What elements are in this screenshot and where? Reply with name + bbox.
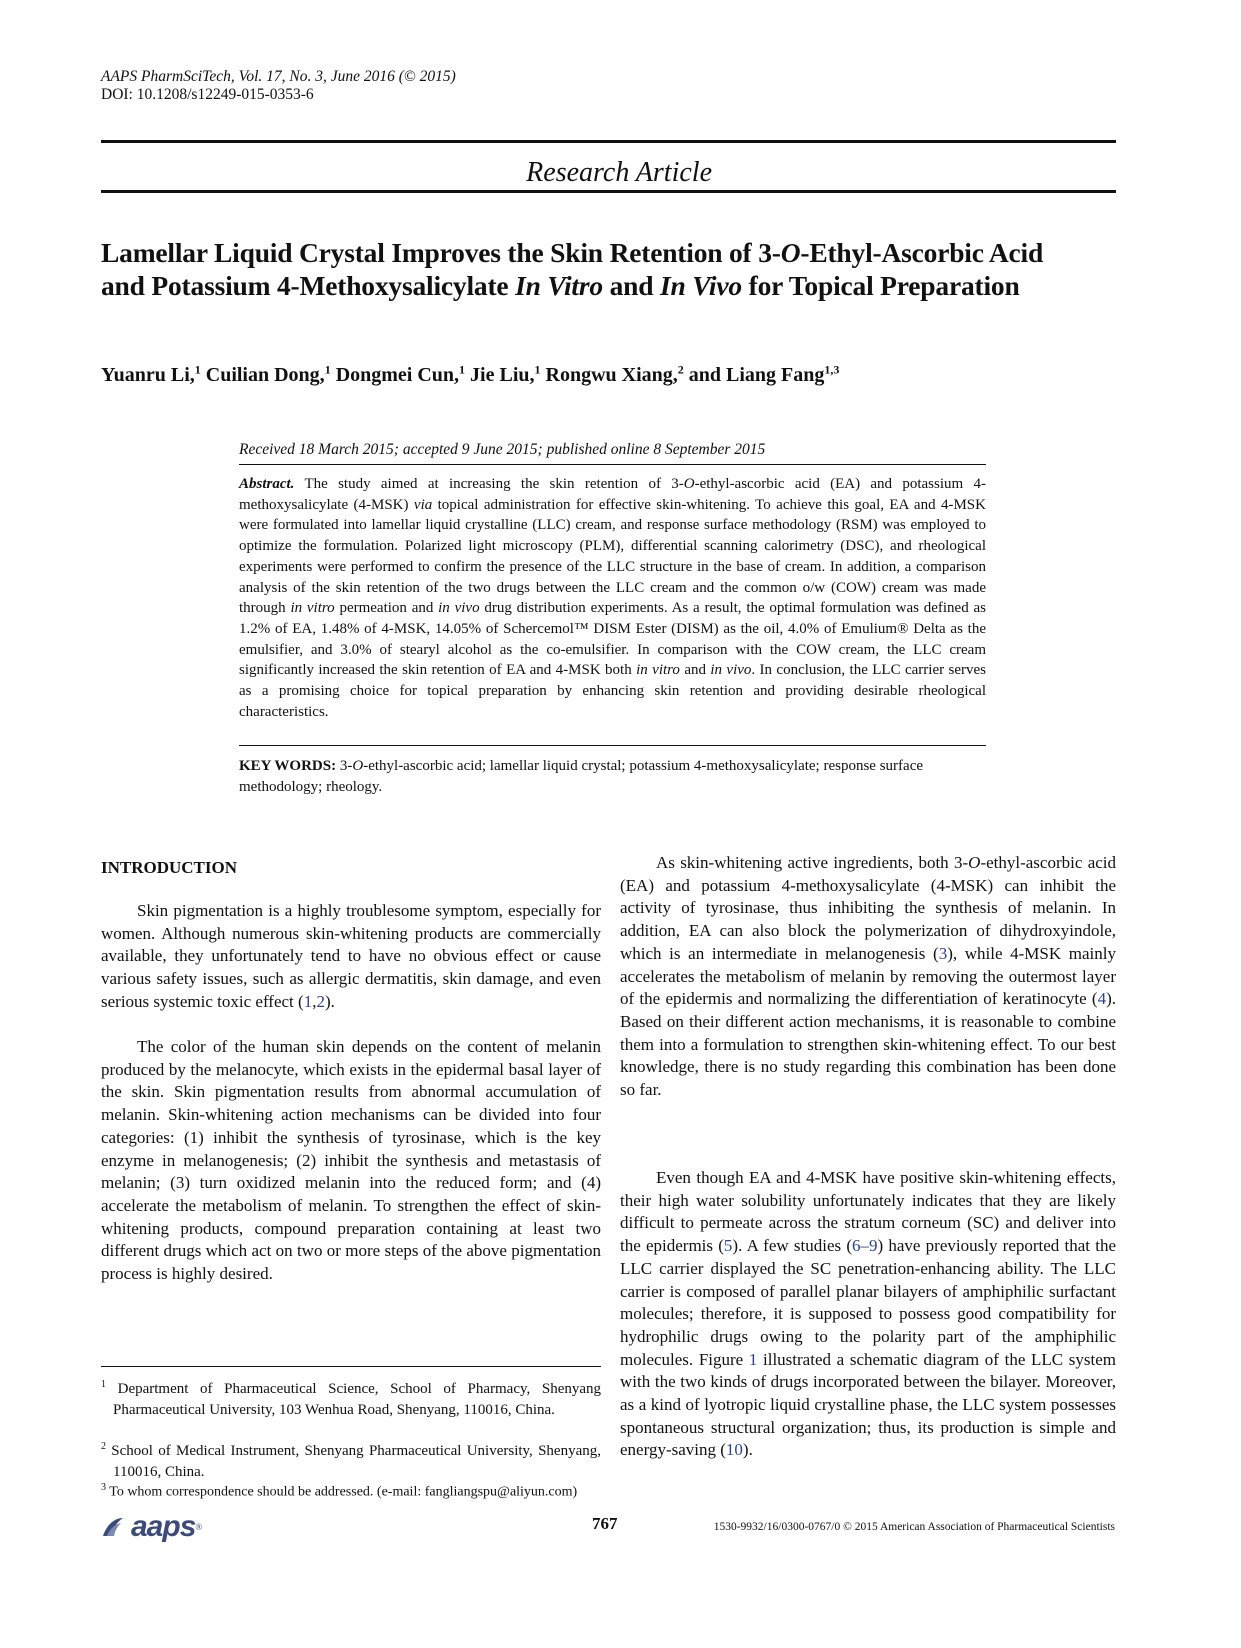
article-type: Research Article	[526, 157, 712, 188]
journal-info: AAPS PharmSciTech, Vol. 17, No. 3, June 2016 (© 2015)	[101, 68, 456, 85]
author[interactable]: and Liang Fang$^{1,3}$	[688, 362, 840, 386]
author[interactable]: Yuanru Li,$^1$	[101, 362, 201, 386]
aaps-logo: aaps ®	[101, 1510, 202, 1544]
doi[interactable]: DOI: 10.1208/s12249-015-0353-6	[101, 86, 314, 103]
copyright-notice: 1530-9932/16/0300-0767/0 © 2015 American Association of Pharmaceutical Scientists	[713, 1521, 1115, 1533]
citation-link[interactable]: 6–9	[851, 1236, 878, 1256]
received-dates: Received 18 March 2015; accepted 9 June 2015; published online 8 September 2015	[239, 441, 766, 458]
citation-link[interactable]: 3	[938, 943, 948, 963]
journal-citation	[101, 68, 456, 104]
section-heading-introduction: INTRODUCTION	[101, 858, 238, 877]
footnote-affiliation-2: $^2$ School of Medical Instrument, Shenyang Pharmaceutical University, Shenyang, 110016, China.	[101, 1441, 601, 1480]
footnote-affiliation-1: $^1$ Department of Pharmaceutical Science, School of Pharmacy, Shenyang Pharmaceutical University, 103 Wenhua Road, Shenyang, 110016, China.	[101, 1379, 602, 1418]
footnote-rule	[101, 1366, 601, 1367]
article-title: Lamellar Liquid Crystal Improves the Skin Retention of 3-O-Ethyl-Ascorbic Acid and Potassium 4-Methoxysalicylate In Vitro and In Vivo for Topical Preparation	[101, 237, 1044, 301]
author-list	[101, 362, 839, 387]
intro-paragraph-2: The color of the human skin depends on the content of melanin produced by the melanocyte, which exists in the epidermal basal layer of the skin. Skin pigmentation results from abnormal accumulation of melanin. Skin-whitening action mechanisms can be divided into four categories: (1) inhibit the synthesis of tyrosinase, which is the key enzyme in melanogenesis; (2) inhibit the synthesis and metastasis of melanin; (3) turn oxidized melanin into the reduced form; and (4) accelerate the metabolism of melanin. To strengthen the effect of skin-whitening products, compound preparation containing at least two different drugs which act on two or more steps of the above pigmentation process is highly desired.	[101, 1037, 601, 1284]
keywords: KEY WORDS: 3-O-ethyl-ascorbic acid; lamellar liquid crystal; potassium 4-methoxysalicylate; response surface methodology; rheology.	[239, 758, 924, 795]
intro-paragraph-4: Even though EA and 4-MSK have positive skin-whitening effects, their high water solubility unfortunately indicates that they are likely difficult to permeate across the stratum corneum (SC) and deliver into the epidermis (5). A few studies (6–9) have previously reported that the LLC carrier displayed the SC penetration-enhancing ability. The LLC carrier is composed of parallel planar bilayers of amphiphilic surfactant molecules; therefore, it is supposed to possess good compatibility for hydrophilic drugs owing to the polarity part of the amphiphilic molecules. Figure 1 illustrated a schematic diagram of the LLC system with the two kinds of drugs incorporated between the bilayer. Moreover, as a kind of lyotropic liquid crystalline phase, the LLC system possesses spontaneous structural organization; thus, its production is simple and energy-saving (10).	[620, 1168, 1117, 1460]
aaps-logo-text: aaps	[131, 1510, 196, 1543]
citation-link[interactable]: 5	[723, 1236, 733, 1256]
citation-link[interactable]: 4	[1097, 989, 1107, 1009]
author[interactable]: Dongmei Cun,$^1$	[335, 362, 466, 386]
citation-link[interactable]: 2	[316, 991, 325, 1011]
keywords-label: KEY WORDS:	[239, 758, 337, 774]
author[interactable]: Jie Liu,$^1$	[470, 362, 541, 386]
citation-link[interactable]: 10	[725, 1440, 743, 1460]
abstract-label: Abstract.	[239, 476, 295, 492]
page-number: 767	[592, 1514, 618, 1533]
abstract-rule-bottom	[239, 745, 986, 746]
abstract: Abstract. The study aimed at increasing the skin retention of 3-O-ethyl-ascorbic acid (EA) and potassium 4-methoxysalicylate (4-MSK) via topical administration for effective skin-whitening. To achieve this goal, EA and 4-MSK were formulated into lamellar liquid crystalline (LLC) cream, and response surface methodology (RSM) was employed to optimize the formulation. Polarized light microscopy (PLM), differential scanning calorimetry (DSC), and rheological experiments were performed to confirm the presence of the LLC structure in the base of cream. In addition, a comparison analysis of the skin retention of the two drugs between the LLC cream and the common o/w (COW) cream was made through in vitro permeation and in vivo drug distribution experiments. As a result, the optimal formulation was defined as 1.2% of EA, 1.48% of 4-MSK, 14.05% of Schercemol™ DISM Ester (DISM) as the oil, 4.0% of Emulium® Delta as the emulsifier, and 3.0% of stearyl alcohol as the co-emulsifier. In comparison with the COW cream, the LLC cream significantly increased the skin retention of EA and 4-MSK both in vitro and in vivo. In conclusion, the LLC carrier serves as a promising choice for topical preparation by enhancing skin retention and providing desirable rheological characteristics.	[239, 476, 986, 720]
author[interactable]: Cuilian Dong,$^1$	[205, 362, 331, 386]
aaps-swoosh-icon	[101, 1516, 125, 1538]
footnote-correspondence: $^3$ To whom correspondence should be addressed. (e-mail: fangliangspu@aliyun.com)	[101, 1482, 578, 1500]
abstract-rule-top	[239, 464, 986, 465]
intro-paragraph-1: Skin pigmentation is a highly troublesome symptom, especially for women. Although numerous skin-whitening products are commercially available, they unfortunately tend to have no obvious effect or cause various safety issues, such as allergic dermatitis, skin damage, and even serious systemic toxic effect (1,2).	[101, 901, 601, 1011]
header-rule-top	[101, 140, 1116, 143]
author[interactable]: Rongwu Xiang,$^2$	[545, 362, 684, 386]
figure-link[interactable]: 1	[748, 1349, 758, 1369]
intro-paragraph-3: As skin-whitening active ingredients, both 3-O-ethyl-ascorbic acid (EA) and potassium 4-methoxysalicylate (4-MSK) can inhibit the activity of tyrosinase, thus inhibiting the synthesis of melanin. In addition, EA can also block the polymerization of dihydroxyindole, which is an intermediate in melanogenesis (3), while 4-MSK mainly accelerates the metabolism of melanin by removing the outermost layer of the epidermis and normalizing the differentiation of keratinocyte (4). Based on their different action mechanisms, it is reasonable to combine them into a formulation to strengthen skin-whitening effect. To our best knowledge, there is no study regarding this combination has been done so far.	[620, 853, 1117, 1100]
citation-link[interactable]: 1	[303, 991, 313, 1011]
header-rule-bottom	[101, 190, 1116, 193]
